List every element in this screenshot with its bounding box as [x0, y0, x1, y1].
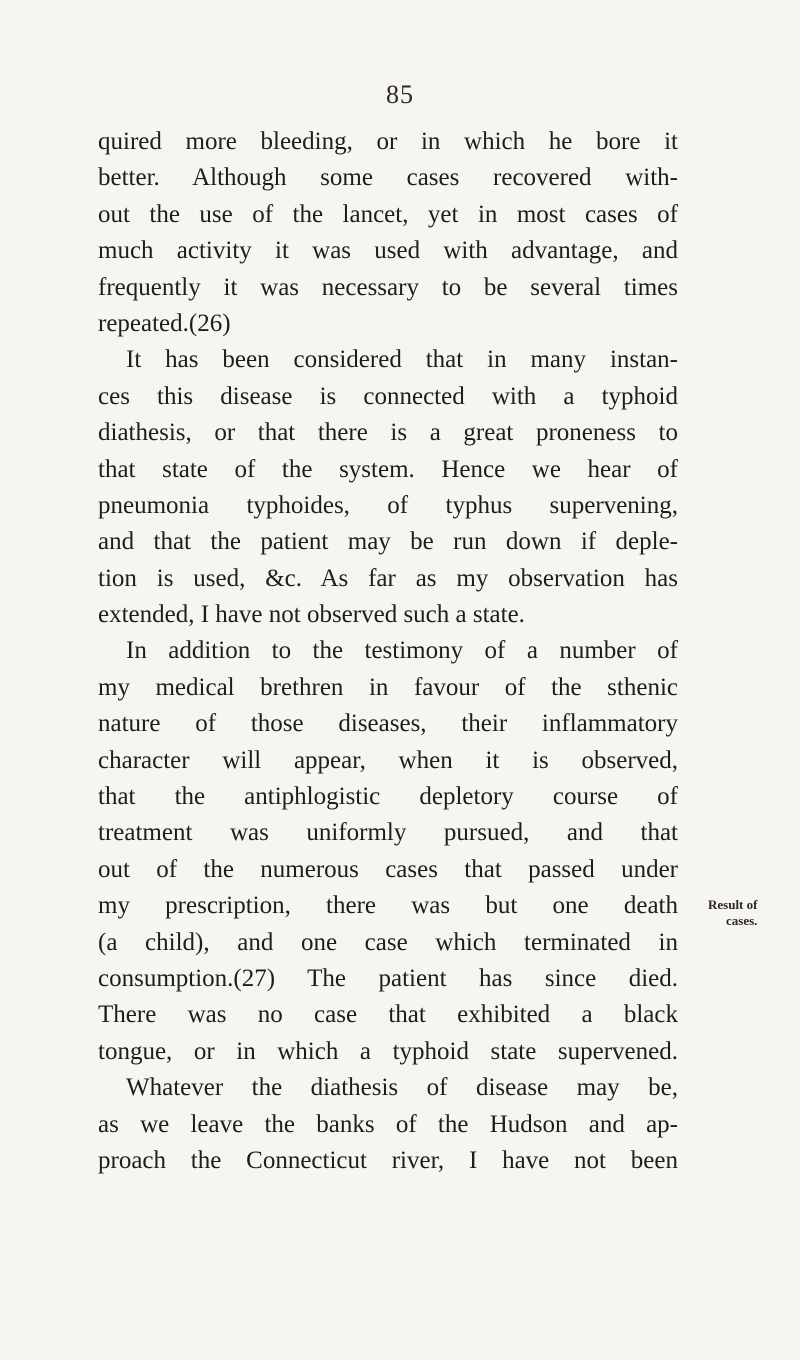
text-line: In addition to the testimony of a number of [126, 637, 678, 665]
text-line: character will appear, when it is observed, [98, 746, 678, 774]
text-line: proach the Connecticut river, I have not been [98, 1146, 678, 1174]
marginal-note-line: cases. [726, 913, 758, 928]
text-line: repeated.(26) [98, 309, 231, 337]
text-line: diathesis, or that there is a great proneness to [98, 419, 678, 447]
text-line: It has been considered that in many instan- [126, 346, 678, 374]
text-line: that state of the system. Hence we hear of [98, 455, 678, 483]
text-line: and that the patient may be run down if deple- [98, 528, 678, 556]
text-line: much activity it was used with advantage, and [98, 237, 678, 265]
text-line: out the use of the lancet, yet in most cases of [98, 200, 678, 228]
text-line: ces this disease is connected with a typhoid [98, 382, 678, 410]
text-line: (a child), and one case which terminated in [98, 928, 678, 956]
page-number: 85 [386, 80, 414, 109]
text-line: out of the numerous cases that passed under [98, 855, 678, 883]
text-line: nature of those diseases, their inflammatory [98, 710, 678, 738]
text-line: my medical brethren in favour of the sthenic [98, 673, 678, 701]
text-line: treatment was uniformly pursued, and that [98, 819, 678, 847]
text-line: frequently it was necessary to be several times [98, 273, 678, 301]
text-line: There was no case that exhibited a black [98, 1001, 678, 1029]
text-line: better. Although some cases recovered with- [98, 164, 678, 192]
text-line: tion is used, &c. As far as my observation has [98, 564, 678, 592]
text-line: my prescription, there was but one death [98, 892, 678, 920]
marginal-note [708, 897, 794, 929]
text-line: extended, I have not observed such a state. [98, 601, 525, 629]
marginal-note-line: Result of [708, 897, 758, 912]
text-line: that the antiphlogistic depletory course of [98, 783, 678, 811]
text-line: quired more bleeding, or in which he bore it [98, 128, 678, 155]
text-line: Whatever the diathesis of disease may be, [126, 1074, 678, 1102]
text-line: consumption.(27) The patient has since died. [98, 964, 678, 992]
text-line: pneumonia typhoides, of typhus supervening, [98, 491, 678, 519]
body-text [98, 124, 678, 1179]
text-line: tongue, or in which a typhoid state supervened. [98, 1037, 678, 1065]
text-line: as we leave the banks of the Hudson and ap- [98, 1110, 678, 1138]
